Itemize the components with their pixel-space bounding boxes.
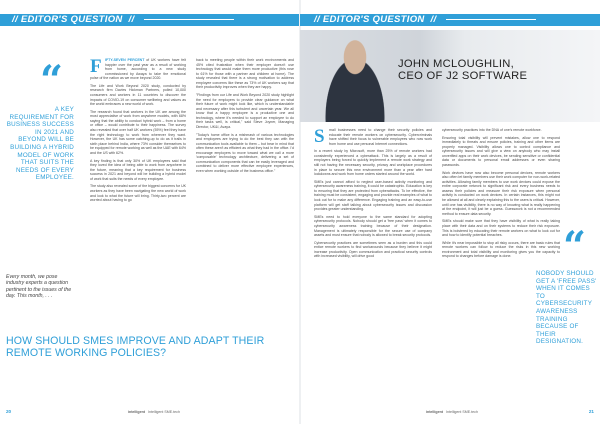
paragraph: "Findings from our Life and Work Beyond 2020 study highlight the need for employers to provide clear guidance on what their future of work might look like, which is understandable and necessary after this turbulent and uncertain year. We all know that a happy employee is a productive one and technology, where it's needed to support an employee to do their tasks well, is critical," said Steve Joyner, Managing Director, UK&I, Avaya. [196,93,294,129]
header-title [314,14,536,26]
header-banner [0,14,300,26]
header-slashes-end: // [128,14,135,25]
footer-publication: Intelligent SME.tech [148,410,180,414]
header-banner [300,14,600,26]
paragraph: "Today's home office is a mishmash of various technologies and employees are trying to do the best they can with the communication tools available to them – but bear in mind that often these aren't as efficient as what they had in the office. I'd encourage employers to move toward what we call a more 'composable' technology architecture, delivering a set of communication components that can be easily leveraged and combined to deliver more effective employee experiences, even when working outside of the business office." [196,132,294,173]
paragraph-text: of UK workers have felt happier over the past year as a result of working from home, according to a new study commissioned by Awaya to take the emotional pulse of the nation as we move beyond 2020. [90,58,186,81]
pull-quote: NOBODY SHOULD GET A 'FREE PASS' WHEN IT COMES TO CYBERSECURITY AWARENESS TRAINING BECAUSE OF THEIR DESIGNATION. [536,270,597,346]
paragraph: SMEs just cannot afford to neglect user-based activity monitoring and cybersecurity awareness training, it could be catastrophic. Education is key to ensuring that they are protected from cyberattacks. To be effective, the training must be consistent, engaging and provide real examples of what to look out for to make any difference. Engaging training and an easy-to-use platform will get staff talking about cybersecurity issues and discussion provides greater understanding. [314,179,432,212]
double-quote-icon: “ [40,57,64,104]
paragraph: Work devices have now also become personal devices, remote workers also often let family members use their work computer for non-work-related activities. Allowing family members to use work devices could expose the entire corporate network to significant risk and every business needs to assess their policies and measure their risk exposure when personal activity is conducted on work devices. In certain instances, this might not be allowed at all and clearly explaining this to the users is critical. However, until one has visibility, there is no way of knowing what is really happening at the endpoint, it will just be a guess. Guesswork is not a recommended method to ensure data security. [442,170,560,216]
paragraph: While it's near impossible to stop all risky occurs, there are basic rules that remote workers can follow to reduce the risks in this new working environment and total visibility and monitoring gives you the capacity to respond to changes before damage is done. [442,240,560,259]
header-slashes-end: // [430,14,437,25]
paragraph: The research found that workers in the UK are among the most appreciative of work from anywhere models, with 68% saying that the ability to conduct hybrid work – from a home or office – would contribute to their happiness. The survey also revealed that over half UK workers (55%) feel they have the right technology to work from wherever they want. However, the UK has some catching-up to do as it trails in sixth place behind India, where 73% consider themselves to be equipped for remote working as well as the UAE with 64% and the US with 62%. [90,109,187,155]
contributor-name [398,58,598,83]
header-title [12,14,234,26]
right-page [300,0,600,424]
page-footer [0,408,300,416]
paragraph: A key finding is that only 30% of UK employees said that they loved the idea of being able to work from anywhere in the future, meaning that a key requirement for business success in 2021 and beyond will be building a hybrid model of work that suits the needs of every employee. [90,158,186,181]
paragraph: In a recent study by Microsoft, more than 25% of remote workers had consistently experienced a cyberattack. This is largely as a result of employers being forced to quickly implement a remote work strategy and still not having the necessary security, privacy and workplace procedures in place to secure this new environment more than a year after hard lockdowns and work from home orders started around the world. [314,149,432,177]
paragraph [90,58,186,81]
page-number: 20 [6,409,12,414]
paragraph-text: mall businesses need to change their security policies and educate their remote workers on cybersecurity. Cybercriminals have shifted their focus to vulnerable employees who now work from home and use personal Internet connections. [329,128,432,146]
paragraph: cybersecurity practices into the DNA of one's remote workforce. [442,128,542,132]
header-rule [144,19,234,20]
header-title-text: EDITOR'S QUESTION [322,14,425,25]
question-headline: HOW SHOULD SMES IMPROVE AND ADAPT THEIR REMOTE WORKING POLICIES? [6,335,265,359]
footer-brand: intelligent [426,410,443,414]
header-rule [446,19,536,20]
footer-publication: Intelligent SME.tech [446,410,478,414]
paragraph: The Life and Work Beyond 2020 study, conducted by research firm Davies Hickman Partners, polled 10,000 consumers and workers in 11 countries to discover the impacts of COVID-19 on consumer wellbeing and values as the world embraces a new world of work. [90,83,186,107]
pull-quote: A KEY REQUIREMENT FOR BUSINESS SUCCESS IN 2021 AND BEYOND WILL BE BUILDING A HYBRID MODEL OF WORK THAT SUITS THE NEEDS OF EVERY EMPLOYEE. [6,106,74,182]
paragraph: Ensuring total visibility will prevent mistakes, allow one to respond immediately to threats and ensure policies, training and other items are properly managed. Visibility allows one to control compliance and cybersecurity issues and will give a view on anybody who may install unverified apps on their work devices, be sending sensitive or confidential data or documents to personal email addresses or even sharing passwords. [442,135,560,168]
drop-cap: F [90,56,102,77]
intro-caption: Every month, we pose industry experts a question pertinent to the issues of the day. This month, . . . [6,274,72,300]
portrait-photo [312,32,398,122]
paragraph [314,128,432,146]
paragraph: back to meeting people within their work environments and 45% cited frustration when their employer doesn't use technology that would make them more productive (this rose to 61% for those with a partner and children at home). The study revealed that there is a strong motivation to address employee concerns like these as 73% of UK workers say that their productivity improves when they are happy. [196,58,294,90]
contributor-name-line: JOHN MCLOUGHLIN, [398,58,515,70]
article-column-1 [314,128,432,262]
page-number: 21 [588,409,594,414]
page-footer [300,408,600,416]
header-title-text: EDITOR'S QUESTION [20,14,123,25]
paragraph: The study also revealed some of the biggest concerns for UK workers as they have been navigating the new world of work and look to what the future will bring. Thirty-two percent are worried about having to go [90,184,187,203]
paragraph: SMEs need to hold everyone to the same standard for adopting cybersecurity protocols. Nobody should get a 'free pass' when it comes to cybersecurity awareness training because of their designation. Management is ultimately responsible for the secure use of company assets and must ensure that nobody is allowed to break security protocols. [314,214,432,238]
contributor-title-line: CEO OF J2 SOFTWARE [398,70,528,83]
drop-cap: S [314,126,325,147]
double-quote-icon: “ [563,223,587,270]
article-column-1 [90,58,186,206]
header-slashes: // [314,14,320,25]
header-slashes: // [12,14,18,25]
lede-text: IFTY-SEVEN PERCENT [105,58,145,62]
paragraph: Cybersecurity practices are sometimes seen as a burden and this could entice remote workers to find workarounds because they believe it might increase productivity. Open communication and practical security controls with increased visibility, will drive good [314,240,432,259]
article-column-2 [442,128,560,262]
paragraph: SMEs should make sure that they have visibility of what is really taking place with their data and on their systems to reduce their risk exposure. This is bolstered by educating their remote workers on what to look out for and how to identify potential breaches. [442,219,560,238]
article-column-2 [196,58,294,177]
footer-brand: intelligent [128,410,145,414]
